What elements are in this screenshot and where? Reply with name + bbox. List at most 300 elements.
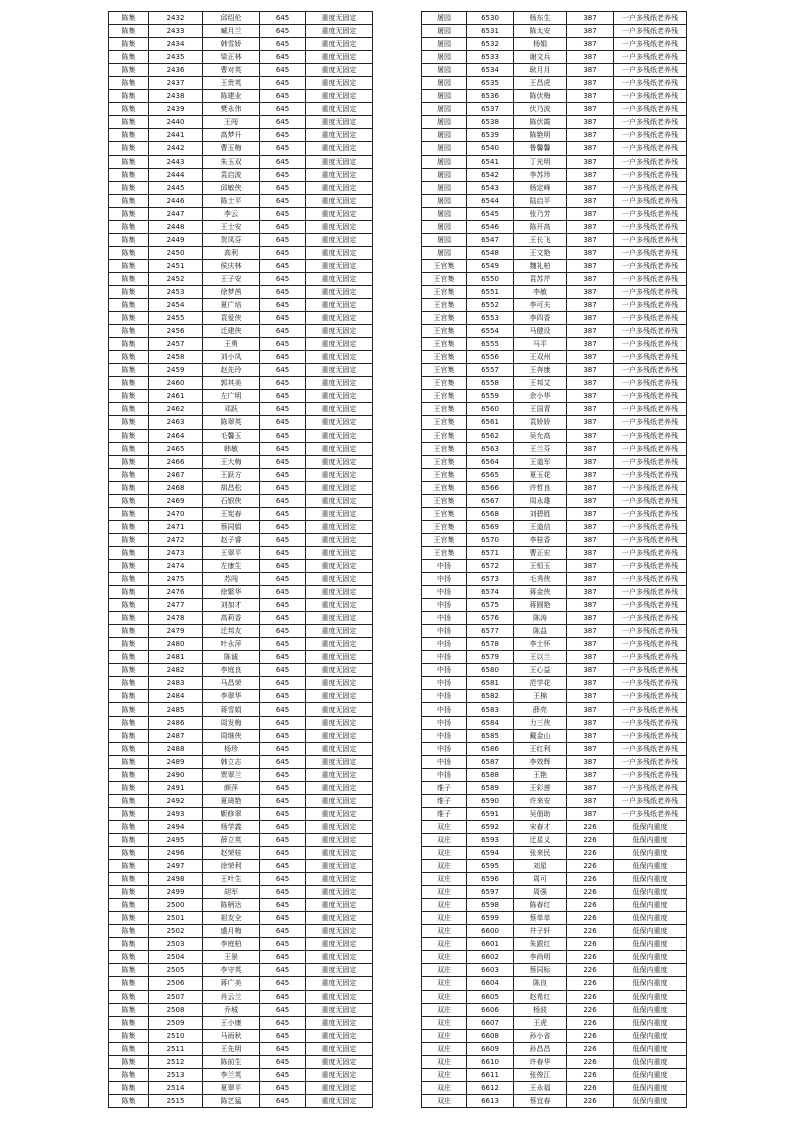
amount-cell: 387 — [567, 38, 614, 51]
serial-no-cell: 2451 — [149, 259, 203, 272]
serial-no-cell: 6566 — [467, 481, 514, 494]
category-cell: 一户多残纸老养残 — [614, 677, 687, 690]
township-cell: 陈集 — [109, 429, 149, 442]
table-row — [422, 677, 687, 690]
amount-cell: 645 — [260, 64, 306, 77]
name-cell: 王奔康 — [514, 364, 567, 377]
township-cell: 屠园 — [422, 90, 467, 103]
name-cell: 王道信 — [514, 520, 567, 533]
table-row — [109, 664, 373, 677]
amount-cell: 645 — [260, 677, 306, 690]
township-cell: 王官集 — [422, 312, 467, 325]
table-row — [109, 494, 373, 507]
township-cell: 陈集 — [109, 886, 149, 899]
township-cell: 陈集 — [109, 390, 149, 403]
amount-cell: 645 — [260, 377, 306, 390]
township-cell: 陈集 — [109, 703, 149, 716]
name-cell: 杨娟 — [514, 38, 567, 51]
table-row — [422, 625, 687, 638]
serial-no-cell: 6560 — [467, 403, 514, 416]
amount-cell: 387 — [567, 364, 614, 377]
serial-no-cell: 6543 — [467, 181, 514, 194]
serial-no-cell: 6564 — [467, 455, 514, 468]
township-cell: 屠园 — [422, 142, 467, 155]
name-cell: 杨波 — [514, 1003, 567, 1016]
serial-no-cell: 2436 — [149, 64, 203, 77]
township-cell: 屠园 — [422, 38, 467, 51]
amount-cell: 645 — [260, 599, 306, 612]
name-cell: 许春华 — [514, 1055, 567, 1068]
name-cell: 盛月梅 — [203, 925, 260, 938]
amount-cell: 387 — [567, 442, 614, 455]
name-cell: 王景 — [203, 951, 260, 964]
table-row — [422, 38, 687, 51]
name-cell: 李敏 — [514, 285, 567, 298]
serial-no-cell: 6600 — [467, 925, 514, 938]
amount-cell: 645 — [260, 38, 306, 51]
amount-cell: 387 — [567, 168, 614, 181]
category-cell: 一户多残纸老养残 — [614, 468, 687, 481]
amount-cell: 645 — [260, 794, 306, 807]
category-cell: 重度无固定 — [306, 860, 373, 873]
table-row — [109, 964, 373, 977]
amount-cell: 645 — [260, 833, 306, 846]
township-cell: 陈集 — [109, 325, 149, 338]
category-cell: 一户多残纸老养残 — [614, 742, 687, 755]
serial-no-cell: 2515 — [149, 1094, 203, 1107]
serial-no-cell: 2443 — [149, 155, 203, 168]
category-cell: 重度无固定 — [306, 1081, 373, 1094]
category-cell: 一户多残纸老养残 — [614, 612, 687, 625]
name-cell: 张俊江 — [514, 1068, 567, 1081]
serial-no-cell: 2445 — [149, 181, 203, 194]
category-cell: 一户多残纸老养残 — [614, 312, 687, 325]
table-row — [109, 742, 373, 755]
amount-cell: 645 — [260, 25, 306, 38]
table-row — [109, 207, 373, 220]
amount-cell: 387 — [567, 299, 614, 312]
category-cell: 一户多残纸老养残 — [614, 520, 687, 533]
table-row — [422, 755, 687, 768]
category-cell: 重度无固定 — [306, 507, 373, 520]
table-row — [109, 886, 373, 899]
township-cell: 维子 — [422, 781, 467, 794]
township-cell: 陈集 — [109, 351, 149, 364]
serial-no-cell: 2465 — [149, 442, 203, 455]
serial-no-cell: 2491 — [149, 781, 203, 794]
township-cell: 陈集 — [109, 833, 149, 846]
name-cell: 梁正林 — [203, 51, 260, 64]
serial-no-cell: 6589 — [467, 781, 514, 794]
table-row — [422, 794, 687, 807]
serial-no-cell: 6537 — [467, 103, 514, 116]
table-row — [422, 703, 687, 716]
township-cell: 王官集 — [422, 377, 467, 390]
category-cell: 低保内重度 — [614, 925, 687, 938]
township-cell: 陈集 — [109, 716, 149, 729]
amount-cell: 387 — [567, 599, 614, 612]
table-row — [109, 455, 373, 468]
township-cell: 陈集 — [109, 507, 149, 520]
category-cell: 低保内重度 — [614, 820, 687, 833]
table-row — [109, 820, 373, 833]
serial-no-cell: 2508 — [149, 1003, 203, 1016]
amount-cell: 645 — [260, 403, 306, 416]
name-cell: 袁娇娇 — [514, 416, 567, 429]
name-cell: 曹对英 — [203, 64, 260, 77]
serial-no-cell: 6588 — [467, 768, 514, 781]
amount-cell: 387 — [567, 768, 614, 781]
amount-cell: 645 — [260, 259, 306, 272]
amount-cell: 645 — [260, 455, 306, 468]
table-row — [109, 364, 373, 377]
category-cell: 重度无固定 — [306, 677, 373, 690]
township-cell: 双庄 — [422, 820, 467, 833]
amount-cell: 645 — [260, 246, 306, 259]
township-cell: 陈集 — [109, 299, 149, 312]
township-cell: 陈集 — [109, 964, 149, 977]
township-cell: 中扬 — [422, 690, 467, 703]
table-row — [422, 651, 687, 664]
category-cell: 重度无固定 — [306, 638, 373, 651]
category-cell: 重度无固定 — [306, 886, 373, 899]
table-row — [422, 638, 687, 651]
serial-no-cell: 6607 — [467, 1016, 514, 1029]
name-cell: 陈益 — [514, 625, 567, 638]
name-cell: 李翠华 — [203, 690, 260, 703]
township-cell: 陈集 — [109, 755, 149, 768]
name-cell: 余小华 — [514, 390, 567, 403]
name-cell: 李守英 — [203, 964, 260, 977]
left-roster-body — [109, 12, 373, 1108]
category-cell: 重度无固定 — [306, 299, 373, 312]
category-cell: 重度无固定 — [306, 233, 373, 246]
township-cell: 王官集 — [422, 351, 467, 364]
name-cell: 乔城 — [203, 1003, 260, 1016]
amount-cell: 645 — [260, 873, 306, 886]
serial-no-cell: 6568 — [467, 507, 514, 520]
township-cell: 中扬 — [422, 664, 467, 677]
category-cell: 重度无固定 — [306, 285, 373, 298]
amount-cell: 387 — [567, 507, 614, 520]
table-row — [109, 377, 373, 390]
amount-cell: 387 — [567, 129, 614, 142]
serial-no-cell: 6602 — [467, 951, 514, 964]
amount-cell: 645 — [260, 429, 306, 442]
table-row — [109, 325, 373, 338]
name-cell: 夏广培 — [203, 299, 260, 312]
amount-cell: 645 — [260, 886, 306, 899]
serial-no-cell: 2450 — [149, 246, 203, 259]
name-cell: 陈艺猛 — [203, 1094, 260, 1107]
serial-no-cell: 6542 — [467, 168, 514, 181]
category-cell: 重度无固定 — [306, 181, 373, 194]
amount-cell: 645 — [260, 51, 306, 64]
table-row — [422, 768, 687, 781]
category-cell: 重度无固定 — [306, 664, 373, 677]
name-cell: 赵希红 — [514, 990, 567, 1003]
name-cell: 袁苏芹 — [514, 272, 567, 285]
amount-cell: 226 — [567, 1081, 614, 1094]
amount-cell: 645 — [260, 768, 306, 781]
name-cell: 周强 — [514, 886, 567, 899]
amount-cell: 645 — [260, 1042, 306, 1055]
serial-no-cell: 6582 — [467, 690, 514, 703]
name-cell: 侯庆林 — [203, 259, 260, 272]
amount-cell: 387 — [567, 377, 614, 390]
table-row — [109, 312, 373, 325]
table-row — [422, 559, 687, 572]
township-cell: 双庄 — [422, 938, 467, 951]
amount-cell: 645 — [260, 781, 306, 794]
category-cell: 重度无固定 — [306, 625, 373, 638]
serial-no-cell: 6534 — [467, 64, 514, 77]
category-cell: 重度无固定 — [306, 586, 373, 599]
table-row — [422, 820, 687, 833]
township-cell: 中扬 — [422, 742, 467, 755]
amount-cell: 226 — [567, 1042, 614, 1055]
serial-no-cell: 2464 — [149, 429, 203, 442]
serial-no-cell: 2461 — [149, 390, 203, 403]
category-cell: 重度无固定 — [306, 781, 373, 794]
amount-cell: 645 — [260, 520, 306, 533]
table-row — [109, 912, 373, 925]
category-cell: 重度无固定 — [306, 546, 373, 559]
township-cell: 陈集 — [109, 364, 149, 377]
name-cell: 周发梅 — [203, 716, 260, 729]
township-cell: 陈集 — [109, 651, 149, 664]
amount-cell: 387 — [567, 546, 614, 559]
table-row — [422, 1094, 687, 1107]
township-cell: 王官集 — [422, 272, 467, 285]
name-cell: 胡昌松 — [203, 481, 260, 494]
serial-no-cell: 6590 — [467, 794, 514, 807]
name-cell: 赵子睿 — [203, 533, 260, 546]
name-cell: 李苏珍 — [514, 168, 567, 181]
serial-no-cell: 6533 — [467, 51, 514, 64]
serial-no-cell: 6559 — [467, 390, 514, 403]
table-row — [422, 77, 687, 90]
table-row — [109, 403, 373, 416]
name-cell: 王大梅 — [203, 455, 260, 468]
name-cell: 高利 — [203, 246, 260, 259]
township-cell: 王官集 — [422, 507, 467, 520]
category-cell: 一户多残纸老养残 — [614, 599, 687, 612]
amount-cell: 645 — [260, 573, 306, 586]
serial-no-cell: 6613 — [467, 1094, 514, 1107]
category-cell: 重度无固定 — [306, 899, 373, 912]
category-cell: 低保内重度 — [614, 899, 687, 912]
township-cell: 屠园 — [422, 12, 467, 25]
name-cell: 李庭良 — [203, 664, 260, 677]
table-row — [422, 168, 687, 181]
township-cell: 陈集 — [109, 416, 149, 429]
township-cell: 双庄 — [422, 886, 467, 899]
serial-no-cell: 6545 — [467, 207, 514, 220]
serial-no-cell: 6577 — [467, 625, 514, 638]
table-row — [109, 586, 373, 599]
amount-cell: 645 — [260, 364, 306, 377]
township-cell: 陈集 — [109, 664, 149, 677]
name-cell: 陈开高 — [514, 220, 567, 233]
table-row — [109, 573, 373, 586]
name-cell: 鲁馨馨 — [514, 142, 567, 155]
township-cell: 屠园 — [422, 129, 467, 142]
category-cell: 重度无固定 — [306, 1016, 373, 1029]
serial-no-cell: 6555 — [467, 338, 514, 351]
category-cell: 低保内重度 — [614, 951, 687, 964]
township-cell: 中扬 — [422, 573, 467, 586]
township-cell: 陈集 — [109, 912, 149, 925]
township-cell: 陈集 — [109, 768, 149, 781]
category-cell: 重度无固定 — [306, 220, 373, 233]
table-row — [422, 364, 687, 377]
category-cell: 重度无固定 — [306, 964, 373, 977]
amount-cell: 387 — [567, 416, 614, 429]
township-cell: 陈集 — [109, 1068, 149, 1081]
table-row — [109, 1016, 373, 1029]
name-cell: 陈艳明 — [514, 129, 567, 142]
amount-cell: 645 — [260, 847, 306, 860]
table-row — [422, 1042, 687, 1055]
township-cell: 陈集 — [109, 12, 149, 25]
serial-no-cell: 2458 — [149, 351, 203, 364]
serial-no-cell: 6541 — [467, 155, 514, 168]
name-cell: 迁邦友 — [203, 625, 260, 638]
serial-no-cell: 2511 — [149, 1042, 203, 1055]
township-cell: 陈集 — [109, 938, 149, 951]
serial-no-cell: 2507 — [149, 990, 203, 1003]
township-cell: 中扬 — [422, 612, 467, 625]
serial-no-cell: 6540 — [467, 142, 514, 155]
township-cell: 陈集 — [109, 1055, 149, 1068]
serial-no-cell: 2433 — [149, 25, 203, 38]
category-cell: 低保内重度 — [614, 1055, 687, 1068]
table-row — [109, 442, 373, 455]
category-cell: 重度无固定 — [306, 429, 373, 442]
table-row — [109, 1081, 373, 1094]
serial-no-cell: 2467 — [149, 468, 203, 481]
name-cell: 王国青 — [514, 403, 567, 416]
table-row — [422, 272, 687, 285]
amount-cell: 645 — [260, 103, 306, 116]
amount-cell: 387 — [567, 625, 614, 638]
category-cell: 一户多残纸老养残 — [614, 325, 687, 338]
township-cell: 陈集 — [109, 90, 149, 103]
serial-no-cell: 2446 — [149, 194, 203, 207]
name-cell: 迁建侠 — [203, 325, 260, 338]
amount-cell: 645 — [260, 612, 306, 625]
name-cell: 左广明 — [203, 390, 260, 403]
name-cell: 李兰英 — [203, 1068, 260, 1081]
amount-cell: 387 — [567, 103, 614, 116]
category-cell: 重度无固定 — [306, 90, 373, 103]
amount-cell: 645 — [260, 1068, 306, 1081]
amount-cell: 387 — [567, 51, 614, 64]
name-cell: 李可夫 — [514, 299, 567, 312]
name-cell: 马健设 — [514, 325, 567, 338]
table-row — [109, 612, 373, 625]
amount-cell: 387 — [567, 403, 614, 416]
table-row — [109, 533, 373, 546]
table-row — [422, 142, 687, 155]
table-row — [109, 481, 373, 494]
name-cell: 杨东生 — [514, 12, 567, 25]
serial-no-cell: 2438 — [149, 90, 203, 103]
category-cell: 一户多残纸老养残 — [614, 259, 687, 272]
category-cell: 重度无固定 — [306, 77, 373, 90]
amount-cell: 645 — [260, 299, 306, 312]
name-cell: 谢文兵 — [514, 51, 567, 64]
amount-cell: 645 — [260, 559, 306, 572]
township-cell: 屠园 — [422, 246, 467, 259]
table-row — [109, 1055, 373, 1068]
category-cell: 重度无固定 — [306, 259, 373, 272]
category-cell: 重度无固定 — [306, 951, 373, 964]
name-cell: 陈伏霞 — [514, 116, 567, 129]
township-cell: 陈集 — [109, 1042, 149, 1055]
serial-no-cell: 6608 — [467, 1029, 514, 1042]
township-cell: 王官集 — [422, 533, 467, 546]
serial-no-cell: 2495 — [149, 833, 203, 846]
name-cell: 陈诚 — [203, 651, 260, 664]
table-row — [109, 703, 373, 716]
name-cell: 赵先玲 — [203, 364, 260, 377]
category-cell: 重度无固定 — [306, 338, 373, 351]
amount-cell: 645 — [260, 716, 306, 729]
name-cell: 陈良 — [514, 977, 567, 990]
township-cell: 双庄 — [422, 873, 467, 886]
table-row — [422, 181, 687, 194]
township-cell: 陈集 — [109, 481, 149, 494]
table-row — [109, 103, 373, 116]
township-cell: 屠园 — [422, 155, 467, 168]
serial-no-cell: 2502 — [149, 925, 203, 938]
amount-cell: 387 — [567, 390, 614, 403]
table-row — [109, 51, 373, 64]
name-cell: 刘小凤 — [203, 351, 260, 364]
amount-cell: 645 — [260, 351, 306, 364]
name-cell: 王翠平 — [203, 546, 260, 559]
category-cell: 低保内重度 — [614, 964, 687, 977]
serial-no-cell: 2489 — [149, 755, 203, 768]
table-row — [109, 833, 373, 846]
category-cell: 低保内重度 — [614, 1029, 687, 1042]
township-cell: 中扬 — [422, 625, 467, 638]
serial-no-cell: 6586 — [467, 742, 514, 755]
serial-no-cell: 6610 — [467, 1055, 514, 1068]
category-cell: 低保内重度 — [614, 1042, 687, 1055]
serial-no-cell: 6609 — [467, 1042, 514, 1055]
name-cell: 王虎 — [514, 1016, 567, 1029]
category-cell: 重度无固定 — [306, 690, 373, 703]
category-cell: 一户多残纸老养残 — [614, 651, 687, 664]
table-row — [422, 155, 687, 168]
category-cell: 重度无固定 — [306, 25, 373, 38]
category-cell: 一户多残纸老养残 — [614, 768, 687, 781]
serial-no-cell: 2505 — [149, 964, 203, 977]
township-cell: 屠园 — [422, 64, 467, 77]
amount-cell: 387 — [567, 155, 614, 168]
name-cell: 夏琦艳 — [203, 794, 260, 807]
amount-cell: 645 — [260, 285, 306, 298]
category-cell: 低保内重度 — [614, 833, 687, 846]
category-cell: 一户多残纸老养残 — [614, 299, 687, 312]
name-cell: 伏乃波 — [514, 103, 567, 116]
serial-no-cell: 6587 — [467, 755, 514, 768]
category-cell: 重度无固定 — [306, 468, 373, 481]
name-cell: 丁光明 — [514, 155, 567, 168]
